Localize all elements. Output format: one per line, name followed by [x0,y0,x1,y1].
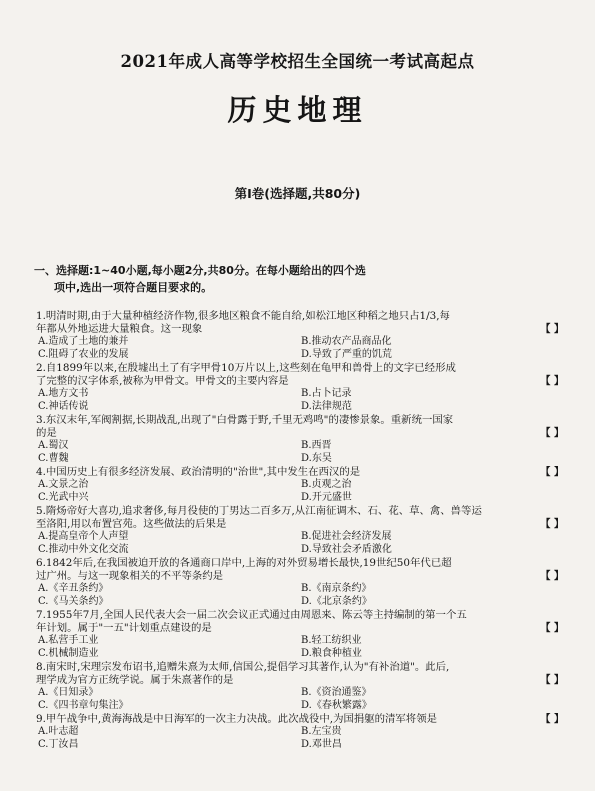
question-stem-line: 2.自1899年以来,在殷墟出土了有字甲骨10万片以上,这些刻在龟甲和兽骨上的文字已经形成 [36,362,456,374]
question-stem-line: 8.南宋时,宋理宗发布诏书,追赠朱熹为太师,信国公,提倡学习其著作,认为"有补治道"。此后, [36,661,450,673]
exam-title: 2021年成人高等学校招生全国统一考试高起点 [120,52,475,71]
question-item [36,466,564,504]
question-item [36,414,564,465]
answer-option[interactable]: B.推动农产品商品化 [301,336,392,347]
option-list [36,531,564,556]
answer-option[interactable]: B.左宝贵 [301,726,342,737]
question-stem [36,661,564,687]
instructions [34,262,554,296]
option-list [36,479,564,504]
answer-option[interactable]: A.《辛丑条约》 [38,583,109,594]
question-stem-line: 4.中国历史上有很多经济发展、政治清明的"治世",其中发生在西汉的是 [36,466,361,478]
answer-option[interactable]: D.邓世昌 [301,738,342,750]
answer-option[interactable]: C.光武中兴 [38,491,89,503]
answer-option[interactable]: B.西晋 [301,440,332,451]
answer-option[interactable]: C.神话传说 [38,400,89,412]
question-stem-line: 3.东汉末年,军阀割据,长期战乱,出现了"白骨露于野,千里无鸡鸣"的凄惨景象。重新统一国家 [36,414,454,426]
question-stem-line: 年都从外地运进大量粮食。这一现象 [36,323,203,335]
answer-option[interactable]: B.《资治通鉴》 [301,687,372,698]
answer-bracket[interactable]: 【 】 [540,467,564,478]
answer-option[interactable]: D.《北京条约》 [301,595,372,607]
answer-option[interactable]: B.贞观之治 [301,479,352,490]
answer-option[interactable]: D.导致了严重的饥荒 [301,348,392,360]
question-stem-line: 7.1955年7月,全国人民代表大会一届二次会议正式通过由周恩来、陈云等主持编制的第一个五 [36,609,467,621]
subject-title: 历史地理 [227,93,368,127]
answer-option[interactable]: D.法律规范 [301,400,352,412]
option-list [36,635,564,660]
answer-option[interactable]: D.开元盛世 [301,491,352,503]
question-stem [36,310,564,336]
question-stem-line: 过广州。与这一现象相关的不平等条约是 [36,570,224,582]
option-list [36,388,564,413]
answer-option[interactable]: C.丁汝昌 [38,738,79,750]
question-stem-line: 了完整的汉字体系,被称为甲骨文。甲骨文的主要内容是 [36,375,289,387]
question-stem-line: 9.甲午战争中,黄海海战是中日海军的一次主力决战。此次战役中,为国捐躯的清军将领是 [36,713,437,725]
answer-option[interactable]: A.《日知录》 [38,687,99,698]
answer-option[interactable]: B.轻工纺织业 [301,635,362,646]
option-list [36,336,564,361]
answer-option[interactable]: D.东吴 [301,452,332,464]
answer-option[interactable]: A.叶志超 [38,726,79,737]
answer-bracket[interactable]: 【 】 [540,675,564,686]
instructions-line-1: 一、选择题:1~40小题,每小题2分,共80分。在每小题给出的四个选 [34,264,366,277]
section-heading: 第Ⅰ卷(选择题,共80分) [234,186,361,201]
answer-option[interactable]: A.提高皇帝个人声望 [38,531,129,542]
question-item [36,557,564,608]
answer-bracket[interactable]: 【 】 [540,519,564,530]
answer-option[interactable]: D.粮食种植业 [301,647,362,659]
question-item [36,505,564,556]
option-list [36,583,564,608]
answer-option[interactable]: A.文景之治 [38,479,89,490]
answer-option[interactable]: D.《春秋繁露》 [301,699,372,711]
answer-option[interactable]: C.曹魏 [38,452,69,464]
option-list [36,726,564,751]
answer-option[interactable]: C.阻碍了农业的发展 [38,348,129,360]
answer-option[interactable]: C.《马关条约》 [38,595,109,607]
question-stem [36,505,564,531]
question-item [36,310,564,361]
option-list [36,687,564,712]
answer-bracket[interactable]: 【 】 [540,324,564,335]
question-stem [36,609,564,635]
question-item [36,362,564,413]
answer-bracket[interactable]: 【 】 [540,428,564,439]
answer-bracket[interactable]: 【 】 [540,376,564,387]
question-list [36,310,564,752]
answer-bracket[interactable]: 【 】 [540,571,564,582]
answer-option[interactable]: A.私营手工业 [38,635,99,646]
question-stem [36,713,564,726]
question-stem [36,414,564,440]
question-stem-line: 1.明清时期,由于大量种植经济作物,很多地区粮食不能自给,如松江地区种稻之地只占1/3,每 [36,310,450,322]
answer-option[interactable]: A.造成了土地的兼并 [38,336,129,347]
instructions-line-2: 项中,选出一项符合题目要求的。 [54,281,213,294]
answer-option[interactable]: C.推动中外文化交流 [38,543,129,555]
answer-option[interactable]: D.导致社会矛盾激化 [301,543,392,555]
question-item [36,713,564,751]
question-stem [36,362,564,388]
question-stem-line: 的是 [36,427,57,439]
question-item [36,609,564,660]
answer-option[interactable]: A.蜀汉 [38,440,69,451]
answer-bracket[interactable]: 【 】 [540,623,564,634]
answer-option[interactable]: B.《南京条约》 [301,583,372,594]
answer-option[interactable]: B.促进社会经济发展 [301,531,392,542]
question-stem-line: 理学成为官方正统学说。属于朱熹著作的是 [36,674,234,686]
option-list [36,440,564,465]
answer-option[interactable]: C.机械制造业 [38,647,99,659]
answer-option[interactable]: A.地方文书 [38,388,89,399]
question-stem-line: 5.隋炀帝好大喜功,追求奢侈,每月役使的丁男达二百多万,从江南征调木、石、花、草、禽、兽等运 [36,505,482,517]
question-stem-line: 至洛阳,用以布置宫苑。这些做法的后果是 [36,518,227,530]
question-stem [36,557,564,583]
answer-bracket[interactable]: 【 】 [540,714,564,725]
question-item [36,661,564,712]
question-stem-line: 6.1842年后,在我国被迫开放的各通商口岸中,上海的对外贸易增长最快,19世纪50年代已超 [36,557,452,569]
question-stem [36,466,564,479]
answer-option[interactable]: B.占卜记录 [301,388,352,399]
question-stem-line: 年计划。属于"一五"计划重点建设的是 [36,622,212,634]
answer-option[interactable]: C.《四书章句集注》 [38,699,129,711]
